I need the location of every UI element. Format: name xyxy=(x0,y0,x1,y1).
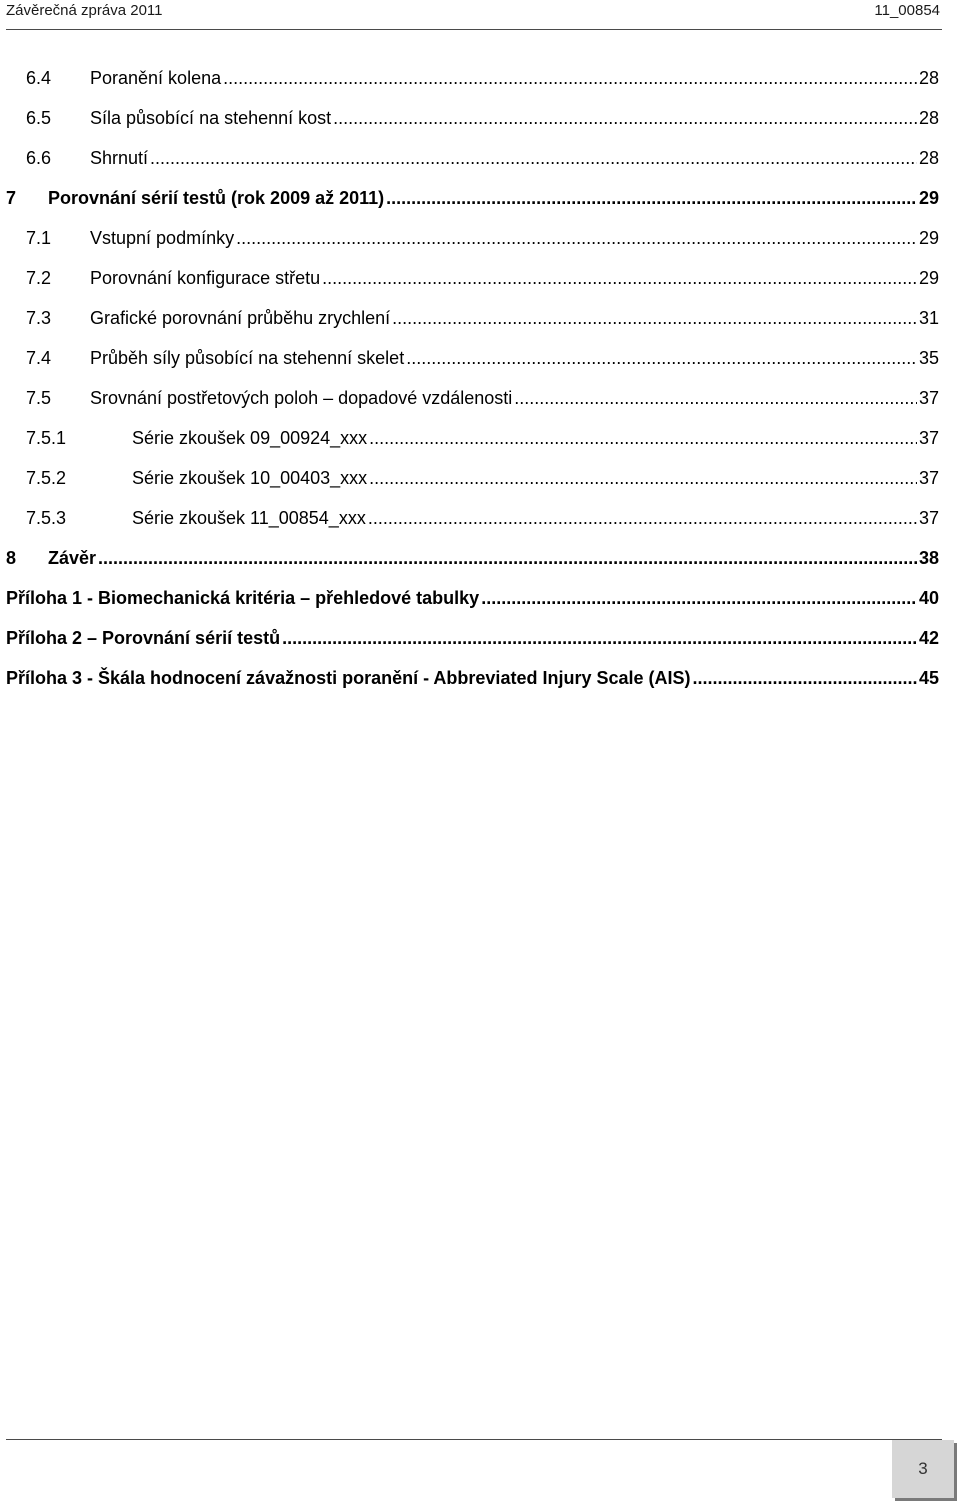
toc-entry[interactable] xyxy=(6,258,939,298)
toc-dot-leader xyxy=(481,588,917,609)
toc-entry[interactable] xyxy=(6,298,939,338)
toc-entry-page: 28 xyxy=(918,67,939,88)
toc-dot-leader xyxy=(369,468,917,489)
toc-entry[interactable] xyxy=(6,378,939,418)
header-document-title: Závěrečná zpráva 2011 xyxy=(6,2,163,19)
toc-entry-page: 38 xyxy=(918,547,939,568)
toc-entry-title: Grafické porovnání průběhu zrychlení xyxy=(90,307,391,328)
toc-entry-title: Porovnání konfigurace střetu xyxy=(90,267,321,288)
toc-entry[interactable] xyxy=(6,578,939,618)
page-number-box xyxy=(892,1440,954,1498)
toc-dot-leader xyxy=(406,348,917,369)
toc-entry-number: 8 xyxy=(6,547,17,568)
toc-entry[interactable] xyxy=(6,178,939,218)
toc-dot-leader xyxy=(98,548,917,569)
table-of-contents xyxy=(6,58,939,698)
toc-entry-title: Srovnání postřetových poloh – dopadové vzdálenosti xyxy=(90,387,513,408)
toc-entry-page: 29 xyxy=(918,227,939,248)
toc-entry-number: 7.5.3 xyxy=(26,507,67,528)
toc-entry-number: 6.5 xyxy=(26,107,52,128)
toc-entry-page: 45 xyxy=(918,667,939,688)
toc-dot-leader xyxy=(322,268,917,289)
toc-entry-number: 7 xyxy=(6,187,17,208)
toc-entry[interactable] xyxy=(6,418,939,458)
toc-dot-leader xyxy=(693,668,917,689)
toc-dot-leader xyxy=(150,148,917,169)
toc-entry[interactable] xyxy=(6,618,939,658)
toc-dot-leader xyxy=(386,188,917,209)
toc-entry-page: 42 xyxy=(918,627,939,648)
toc-entry-title: Síla působící na stehenní kost xyxy=(90,107,332,128)
page-number: 3 xyxy=(918,1459,928,1478)
page-header xyxy=(6,0,940,22)
toc-entry-title: Příloha 1 - Biomechanická kritéria – přehledové tabulky xyxy=(6,587,480,608)
toc-entry-number: 7.5 xyxy=(26,387,52,408)
toc-entry-number: 7.5.2 xyxy=(26,467,67,488)
toc-entry-page: 31 xyxy=(918,307,939,328)
toc-dot-leader xyxy=(236,228,917,249)
toc-entry[interactable] xyxy=(6,658,939,698)
toc-dot-leader xyxy=(369,428,917,449)
toc-entry-title: Poranění kolena xyxy=(90,67,222,88)
toc-entry[interactable] xyxy=(6,138,939,178)
toc-entry-number: 7.3 xyxy=(26,307,52,328)
toc-dot-leader xyxy=(514,388,917,409)
toc-entry[interactable] xyxy=(6,538,939,578)
header-divider xyxy=(6,29,942,30)
toc-entry[interactable] xyxy=(6,98,939,138)
toc-entry-number: 6.6 xyxy=(26,147,52,168)
toc-entry-page: 28 xyxy=(918,147,939,168)
toc-entry-page: 37 xyxy=(918,427,939,448)
toc-dot-leader xyxy=(282,628,917,649)
toc-entry-title: Příloha 3 - Škála hodnocení závažnosti poranění - Abbreviated Injury Scale (AIS) xyxy=(6,667,691,688)
toc-entry-page: 28 xyxy=(918,107,939,128)
toc-entry-page: 29 xyxy=(918,267,939,288)
toc-entry-page: 37 xyxy=(918,467,939,488)
toc-entry-page: 37 xyxy=(918,387,939,408)
toc-entry[interactable] xyxy=(6,58,939,98)
toc-entry-title: Závěr xyxy=(48,547,97,568)
toc-entry-title: Příloha 2 – Porovnání sérií testů xyxy=(6,627,281,648)
toc-entry-title: Porovnání sérií testů (rok 2009 až 2011) xyxy=(48,187,385,208)
toc-dot-leader xyxy=(333,108,917,129)
toc-entry[interactable] xyxy=(6,338,939,378)
header-document-number: 11_00854 xyxy=(874,2,940,19)
toc-entry-number: 7.5.1 xyxy=(26,427,67,448)
toc-dot-leader xyxy=(223,68,917,89)
toc-entry-title: Vstupní podmínky xyxy=(90,227,235,248)
toc-entry[interactable] xyxy=(6,218,939,258)
toc-entry-title: Série zkoušek 09_00924_xxx xyxy=(132,427,368,448)
toc-entry-page: 35 xyxy=(918,347,939,368)
toc-entry-number: 6.4 xyxy=(26,67,52,88)
toc-entry-number: 7.1 xyxy=(26,227,52,248)
toc-dot-leader xyxy=(392,308,917,329)
toc-entry-title: Průběh síly působící na stehenní skelet xyxy=(90,347,405,368)
toc-entry[interactable] xyxy=(6,458,939,498)
toc-entry-number: 7.4 xyxy=(26,347,52,368)
toc-entry-title: Série zkoušek 10_00403_xxx xyxy=(132,467,368,488)
toc-entry-page: 40 xyxy=(918,587,939,608)
toc-entry[interactable] xyxy=(6,498,939,538)
footer-divider xyxy=(6,1439,942,1440)
toc-dot-leader xyxy=(368,508,917,529)
toc-entry-page: 37 xyxy=(918,507,939,528)
toc-entry-title: Série zkoušek 11_00854_xxx xyxy=(132,507,366,528)
toc-entry-page: 29 xyxy=(918,187,939,208)
toc-entry-title: Shrnutí xyxy=(90,147,149,168)
toc-entry-number: 7.2 xyxy=(26,267,52,288)
